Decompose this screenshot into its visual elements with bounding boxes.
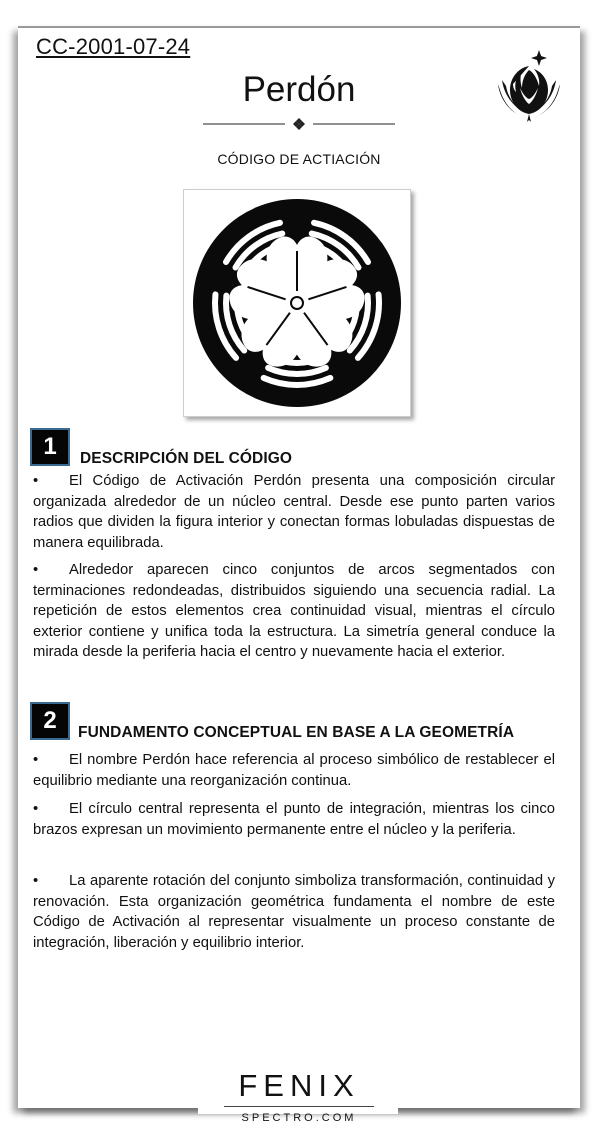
emblem-frame — [183, 189, 411, 417]
bullet-marker: • — [33, 873, 39, 889]
bullet-text: El nombre Perdón hace referencia al proceso simbólico de restablecer el equilibrio mediante una reorganización continua. — [33, 752, 555, 789]
page-subtitle: CÓDIGO DE ACTIACIÓN — [217, 151, 381, 167]
bullet-paragraph — [33, 871, 555, 953]
bullet-text: La aparente rotación del conjunto simboliza transformación, continuidad y renovación. Esta organización geométrica fundamenta el nombre de este Código de Activación al representar visualmente un proceso constante de integración, liberación y equilibrio interior. — [33, 873, 555, 951]
bullet-text: Alrededor aparecen cinco conjuntos de arcos segmentados con terminaciones redondeadas, distribuidos siguiendo una secuencia radial. La repetición de estos elementos crea continuidad visual, mientras el círculo exterior contiene y unifica toda la estructura. La simetría general conduce la mirada desde la periferia hacia el centro y nuevamente hacia el exterior. — [33, 562, 555, 660]
bullet-marker: • — [33, 473, 39, 489]
section-heading-2: FUNDAMENTO CONCEPTUAL EN BASE A LA GEOMETRÍA — [78, 724, 515, 741]
bullet-marker: • — [33, 752, 39, 768]
bullet-paragraph — [33, 471, 555, 553]
bullet-paragraph — [33, 560, 555, 663]
bullet-marker: • — [33, 562, 39, 578]
page-title: Perdón — [242, 70, 356, 109]
footer-site: SPECTRO.COM — [241, 1112, 357, 1124]
document-card — [18, 26, 580, 1124]
diamond-ornament-icon — [203, 118, 395, 130]
bullet-paragraph — [33, 799, 555, 840]
section-number-2: 2 — [30, 702, 70, 740]
section-heading-1: DESCRIPCIÓN DEL CÓDIGO — [80, 450, 293, 467]
bullet-text: El círculo central representa el punto de integración, mientras los cinco brazos expresan un movimiento permanente entre el núcleo y la periferia. — [33, 801, 555, 838]
five-lobed-mandala-emblem — [188, 194, 406, 412]
code-id: CC-2001-07-24 — [36, 34, 191, 59]
footer-brand: FENIX — [238, 1068, 360, 1103]
footer-divider — [224, 1106, 374, 1107]
bullet-marker: • — [33, 801, 39, 817]
emblem-core-center — [292, 298, 302, 308]
section-number-1: 1 — [30, 428, 70, 466]
bullet-paragraph — [33, 750, 555, 791]
bullet-text: El Código de Activación Perdón presenta una composición circular organizada alrededor de un núcleo central. Desde ese punto parten varios radios que dividen la figura interior y conectan formas lobuladas dispuestas de manera equilibrada. — [33, 473, 555, 551]
